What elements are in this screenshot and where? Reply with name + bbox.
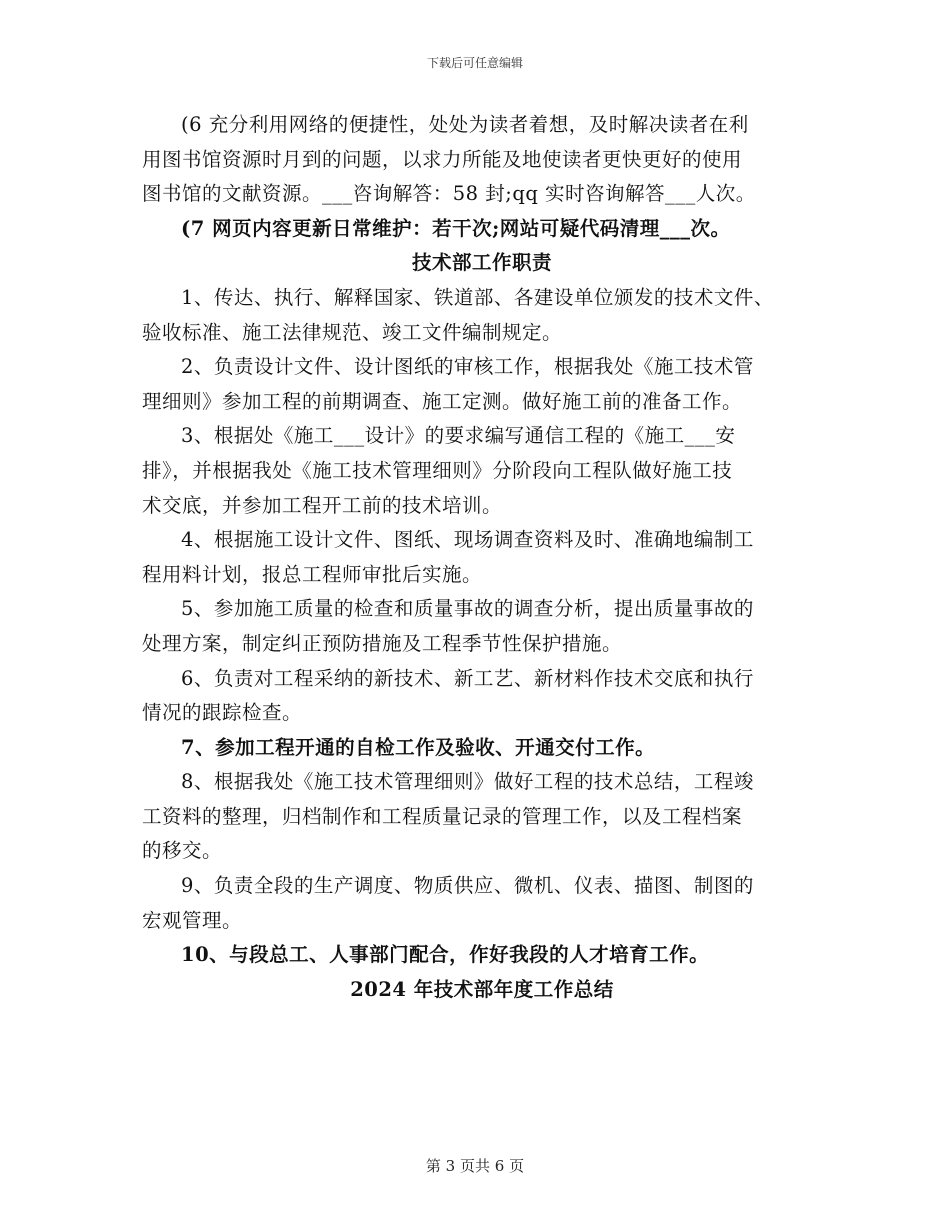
paragraph-line: 4、根据施工设计文件、图纸、现场调查资料及时、准确地编制工: [181, 528, 754, 552]
paragraph-line: 工资料的整理，归档制作和工程质量记录的管理工作，以及工程档案: [142, 804, 743, 828]
paragraph-line: 8、根据我处《施工技术管理细则》做好工程的技术总结，工程竣: [181, 770, 754, 794]
paragraph-line: 10、与段总工、人事部门配合，作好我段的人才培育工作。: [181, 943, 710, 967]
paragraph-line: 情况的跟踪检查。: [142, 701, 303, 725]
paragraph-line: 排》，并根据我处《施工技术管理细则》分阶段向工程队做好施工技: [142, 458, 733, 482]
paragraph-line: 的移交。: [142, 839, 223, 863]
paragraph-line: 2、负责设计文件、设计图纸的审核工作，根据我处《施工技术管: [181, 355, 754, 379]
paragraph-line: 图书馆的文献资源。___咨询解答：58 封;qq 实时咨询解答___人次。: [142, 182, 756, 206]
paragraph-line: 程用料计划，报总工程师审批后实施。: [142, 562, 483, 586]
paragraph-line: 3、根据处《施工___设计》的要求编写通信工程的《施工___安: [181, 424, 736, 448]
paragraph-line: 6、负责对工程采纳的新技术、新工艺、新材料作技术交底和执行: [181, 666, 754, 690]
paragraph-line: 用图书馆资源时月到的问题，以求力所能及地使读者更快更好的使用: [142, 147, 743, 171]
paragraph-line: 宏观管理。: [142, 908, 243, 932]
paragraph-line: 处理方案，制定纠正预防措施及工程季节性保护措施。: [142, 631, 623, 655]
paragraph-line: (6 充分利用网络的便捷性，处处为读者着想，及时解决读者在利: [181, 113, 749, 136]
document-title: 2024 年技术部年度工作总结: [350, 977, 614, 1001]
paragraph-line: 9、负责全段的生产调度、物质供应、微机、仪表、描图、制图的: [181, 874, 754, 898]
paragraph-line: 5、参加施工质量的检查和质量事故的调查分析，提出质量事故的: [181, 597, 754, 621]
paragraph-line: 1、传达、执行、解释国家、铁道部、各建设单位颁发的技术文件、: [181, 285, 774, 309]
section-heading: 技术部工作职责: [411, 251, 552, 275]
page-header-note: 下载后可任意编辑: [426, 56, 523, 70]
paragraph-line: 7、参加工程开通的自检工作及验收、开通交付工作。: [181, 735, 656, 759]
paragraph-line: 术交底，并参加工程开工前的技术培训。: [142, 493, 503, 517]
paragraph-line: (7 网页内容更新日常维护：若干次;网站可疑代码清理___次。: [181, 216, 731, 240]
document-body: [142, 108, 822, 1007]
paragraph-line: 理细则》参加工程的前期调查、施工定测。做好施工前的准备工作。: [142, 389, 743, 413]
page-number-footer: 第 3 页共 6 页: [425, 1157, 525, 1175]
paragraph-line: 验收标准、施工法律规范、竣工文件编制规定。: [142, 320, 563, 344]
